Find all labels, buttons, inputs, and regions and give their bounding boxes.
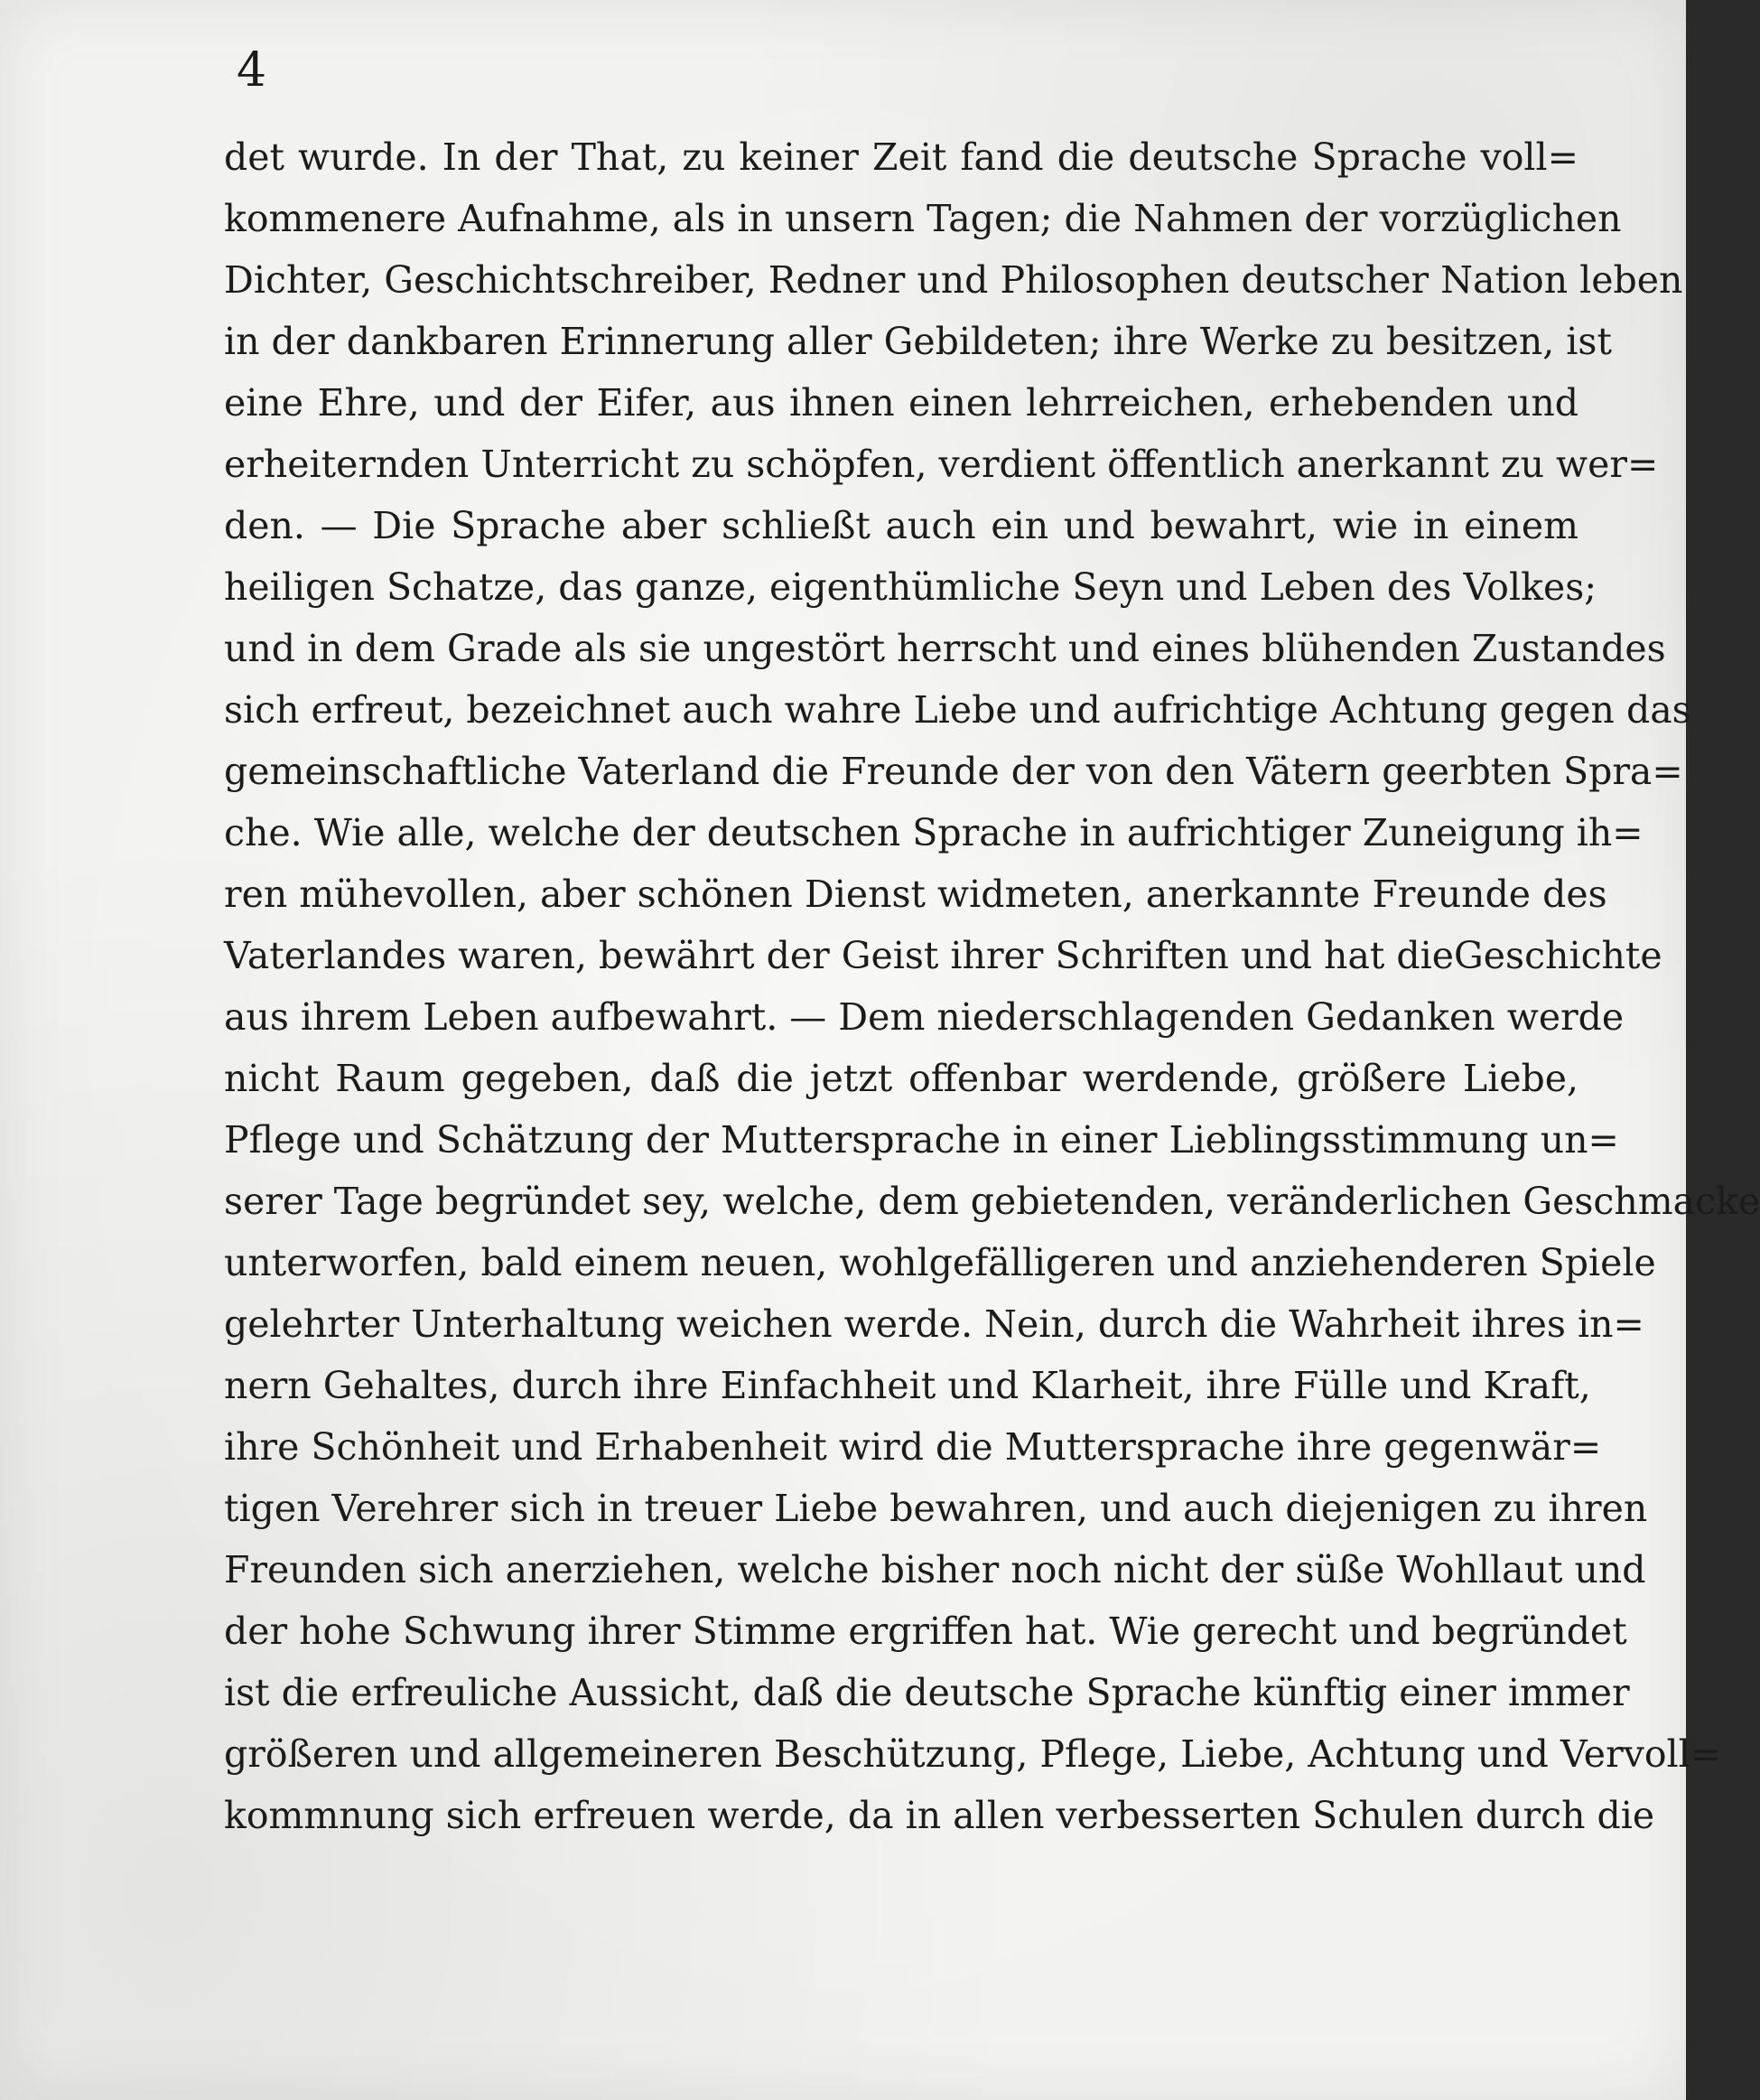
text-line: nicht Raum gegeben, daß die jetzt offenbar werdende, größere Liebe, — [224, 1057, 1578, 1100]
text-line: Pflege und Schätzung der Muttersprache in einer Lieblingsstimmung un= — [224, 1118, 1619, 1162]
text-line: gemeinschaftliche Vaterland die Freunde der von den Vätern geerbten Spra= — [224, 750, 1683, 793]
text-line: Dichter, Geschichtschreiber, Redner und Philosophen deutscher Nation leben — [224, 258, 1683, 302]
text-line: sich erfreut, bezeichnet auch wahre Liebe und aufrichtige Achtung gegen das — [224, 688, 1691, 732]
text-line: Vaterlandes waren, bewährt der Geist ihrer Schriften und hat dieGeschichte — [224, 934, 1662, 977]
text-line: gelehrter Unterhaltung weichen werde. Nein, durch die Wahrheit ihres in= — [224, 1302, 1644, 1346]
text-line: kommenere Aufnahme, als in unsern Tagen; die Nahmen der vorzüglichen — [224, 197, 1622, 240]
text-line: in der dankbaren Erinnerung aller Gebildeten; ihre Werke zu besitzen, ist — [224, 320, 1612, 363]
text-line: erheiternden Unterricht zu schöpfen, verdient öffentlich anerkannt zu wer= — [224, 443, 1659, 486]
body-text — [224, 126, 1760, 1846]
text-line: heiligen Schatze, das ganze, eigenthümliche Seyn und Leben des Volkes; — [224, 565, 1597, 609]
text-line: ist die erfreuliche Aussicht, daß die deutsche Sprache künftig einer immer — [224, 1671, 1630, 1714]
text-line: den. — Die Sprache aber schließt auch ein und bewahrt, wie in einem — [224, 504, 1578, 547]
text-line: nern Gehaltes, durch ihre Einfachheit und Klarheit, ihre Fülle und Kraft, — [224, 1364, 1591, 1407]
text-line: der hohe Schwung ihrer Stimme ergriffen hat. Wie gerecht und begründet — [224, 1610, 1627, 1653]
text-line: eine Ehre, und der Eifer, aus ihnen einen lehrreichen, erhebenden und — [224, 381, 1578, 425]
text-line: ihre Schönheit und Erhabenheit wird die Muttersprache ihre gegenwär= — [224, 1425, 1602, 1469]
text-line: Freunden sich anerziehen, welche bisher noch nicht der süße Wohllaut und — [224, 1548, 1646, 1591]
text-line: unterworfen, bald einem neuen, wohlgefälligeren und anziehenderen Spiele — [224, 1241, 1656, 1284]
text-line: tigen Verehrer sich in treuer Liebe bewahren, und auch diejenigen zu ihren — [224, 1487, 1648, 1530]
text-line: ren mühevollen, aber schönen Dienst widmeten, anerkannte Freunde des — [224, 873, 1607, 916]
text-line: aus ihrem Leben aufbewahrt. — Dem niederschlagenden Gedanken werde — [224, 995, 1625, 1039]
text-line: kommnung sich erfreuen werde, da in allen verbesserten Schulen durch die — [224, 1794, 1655, 1837]
text-line: det wurde. In der That, zu keiner Zeit fand die deutsche Sprache voll= — [224, 135, 1578, 179]
text-line: größeren und allgemeineren Beschützung, Pflege, Liebe, Achtung und Vervoll= — [224, 1732, 1722, 1776]
text-line: serer Tage begründet sey, welche, dem gebietenden, veränderlichen Geschmacke — [224, 1180, 1760, 1223]
text-line: che. Wie alle, welche der deutschen Sprache in aufrichtiger Zuneigung ih= — [224, 811, 1644, 854]
page-number: 4 — [237, 43, 267, 98]
text-line: und in dem Grade als sie ungestört herrscht und eines blühenden Zustandes — [224, 627, 1666, 670]
